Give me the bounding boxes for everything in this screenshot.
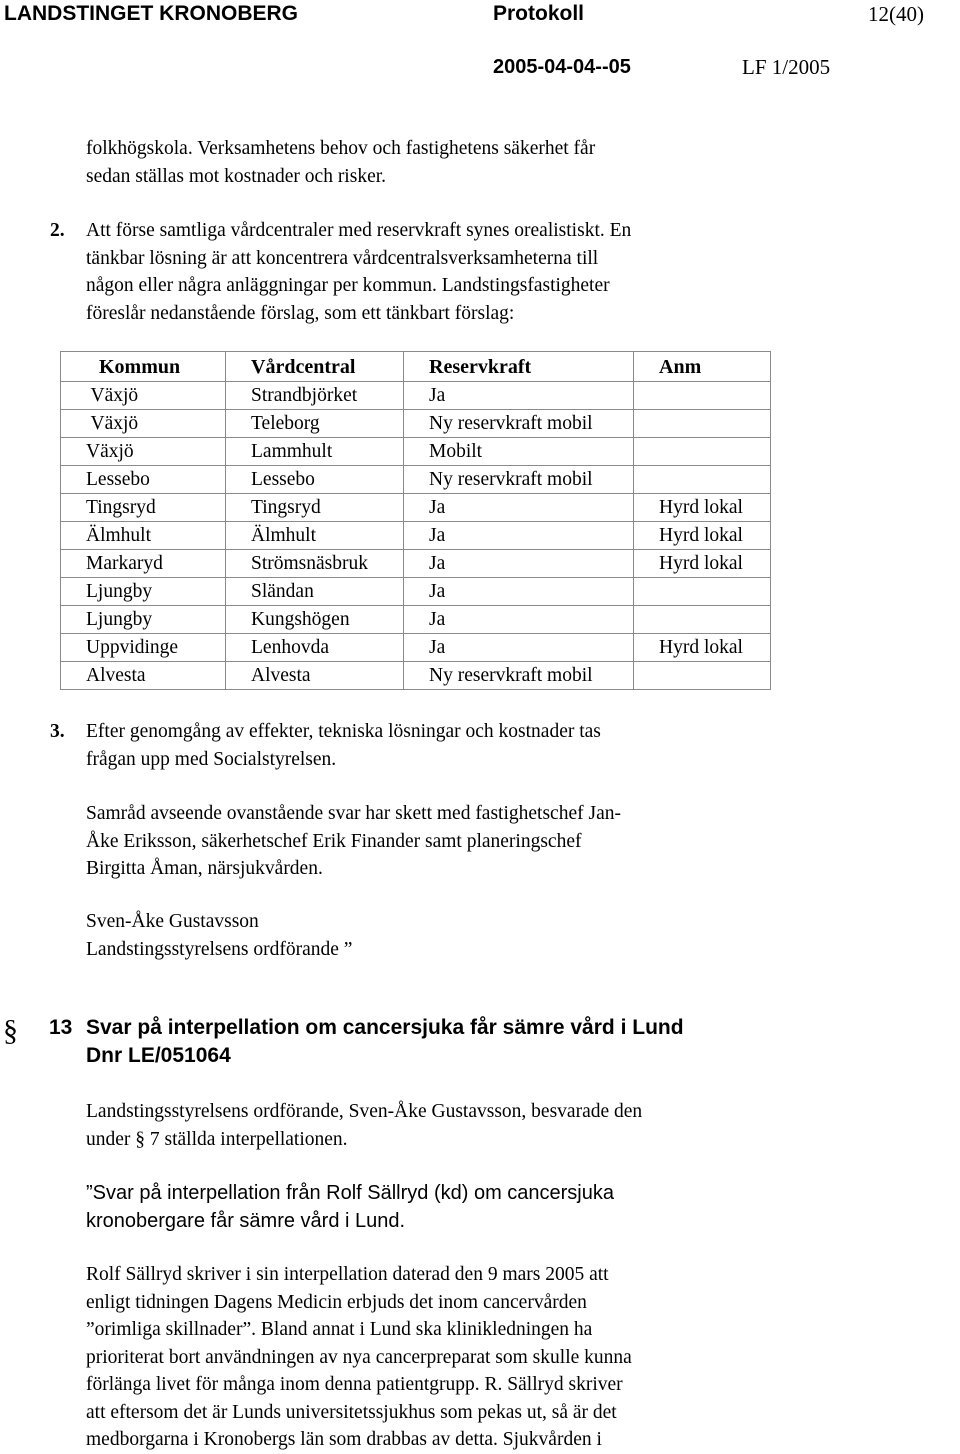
body-line: Rolf Sällryd skriver i sin interpellation daterad den 9 mars 2005 att xyxy=(86,1264,609,1285)
body-line: ”orimliga skillnader”. Bland annat i Lund ska klinikledningen ha xyxy=(86,1319,593,1340)
org-name: LANDSTINGET KRONOBERG xyxy=(4,2,298,25)
anm-cell xyxy=(634,578,771,606)
body-line: att eftersom det är Lunds universitetssjukhus som pekas ut, så är det xyxy=(86,1401,617,1423)
anm-cell xyxy=(634,438,771,466)
body-line: medborgarna i Kronobergs län som drabbas av detta. Sjukvården i xyxy=(86,1429,602,1450)
reserve-power-table xyxy=(60,351,771,690)
anm-cell: Hyrd lokal xyxy=(634,494,771,522)
kommun-cell: Markaryd xyxy=(61,550,226,578)
answer-line: Landstingsstyrelsens ordförande, Sven-Åke Gustavsson, besvarade den xyxy=(86,1101,643,1122)
table-row xyxy=(61,634,771,662)
table-row xyxy=(61,410,771,438)
item2-line: Att förse samtliga vårdcentraler med reservkraft synes orealistiskt. En xyxy=(86,220,632,241)
col-header-kommun: Kommun xyxy=(61,352,226,382)
vardcentral-cell: Lammhult xyxy=(226,438,404,466)
kommun-cell: Tingsryd xyxy=(61,494,226,522)
reservkraft-cell: Ja xyxy=(404,494,634,522)
table-row xyxy=(61,494,771,522)
item3-paragraph xyxy=(86,718,601,773)
section-title: Svar på interpellation om cancersjuka får sämre vård i Lund xyxy=(86,1016,684,1039)
anm-cell: Hyrd lokal xyxy=(634,550,771,578)
vardcentral-cell: Teleborg xyxy=(226,410,404,438)
body-line: enligt tidningen Dagens Medicin erbjuds det inom cancervården xyxy=(86,1291,587,1313)
reservkraft-cell: Ja xyxy=(404,550,634,578)
doc-type: Protokoll xyxy=(493,2,585,25)
item2-line: föreslår nedanstående förslag, som ett tänkbart förslag: xyxy=(86,302,515,324)
body-line: förlänga livet för många inom denna patientgrupp. R. Sällryd skriver xyxy=(86,1374,623,1395)
vardcentral-cell: Lessebo xyxy=(226,466,404,494)
reservkraft-cell: Ny reservkraft mobil xyxy=(404,466,634,494)
kommun-cell: Uppvidinge xyxy=(61,634,226,662)
doc-ref: LF 1/2005 xyxy=(742,55,831,79)
item2-line: någon eller några anläggningar per kommun. Landstingsfastigheter xyxy=(86,275,610,296)
item2-number: 2. xyxy=(50,220,65,241)
item2-line: tänkbar lösning är att koncentrera vårdcentralsverksamheterna till xyxy=(86,247,599,269)
anm-cell: Hyrd lokal xyxy=(634,522,771,550)
kommun-cell: Ljungby xyxy=(61,606,226,634)
section-number: 13 xyxy=(49,1016,73,1039)
reservkraft-cell: Ja xyxy=(404,634,634,662)
anm-cell xyxy=(634,466,771,494)
signature-title: Landstingsstyrelsens ordförande ” xyxy=(86,938,353,960)
vardcentral-cell: Strömsnäsbruk xyxy=(226,550,404,578)
kommun-cell: Växjö xyxy=(61,410,226,438)
page-number: 12(40) xyxy=(868,2,924,26)
answer-line: under § 7 ställda interpellationen. xyxy=(86,1128,348,1150)
section-dnr: Dnr LE/051064 xyxy=(86,1044,231,1067)
vardcentral-cell: Alvesta xyxy=(226,662,404,690)
table-row xyxy=(61,522,771,550)
reservkraft-cell: Ny reservkraft mobil xyxy=(404,662,634,690)
item3-line: frågan upp med Socialstyrelsen. xyxy=(86,748,337,770)
anm-cell xyxy=(634,606,771,634)
consult-line: Birgitta Åman, närsjukvården. xyxy=(86,858,323,879)
paragraph-sign: § xyxy=(3,1014,18,1047)
table-row xyxy=(61,662,771,690)
table-row xyxy=(61,578,771,606)
meeting-date: 2005-04-04--05 xyxy=(493,56,631,78)
answer-paragraph xyxy=(86,1098,642,1153)
vardcentral-cell: Sländan xyxy=(226,578,404,606)
vardcentral-cell: Strandbjörket xyxy=(226,382,404,410)
body-paragraph xyxy=(86,1261,632,1454)
quote-line: ”Svar på interpellation från Rolf Sällryd (kd) om cancersjuka xyxy=(86,1182,614,1204)
table-row xyxy=(61,382,771,410)
kommun-cell: Lessebo xyxy=(61,466,226,494)
vardcentral-cell: Tingsryd xyxy=(226,494,404,522)
kommun-cell: Växjö xyxy=(61,382,226,410)
reservkraft-cell: Ja xyxy=(404,578,634,606)
intro-paragraph xyxy=(86,135,595,190)
col-header-anm: Anm xyxy=(634,352,771,382)
reservkraft-cell: Ny reservkraft mobil xyxy=(404,410,634,438)
reservkraft-cell: Ja xyxy=(404,606,634,634)
consultation-paragraph xyxy=(86,800,621,883)
consult-line: Åke Eriksson, säkerhetschef Erik Finander samt planeringschef xyxy=(86,830,582,852)
col-header-vardcentral: Vårdcentral xyxy=(226,352,404,382)
anm-cell xyxy=(634,662,771,690)
reservkraft-cell: Mobilt xyxy=(404,438,634,466)
kommun-cell: Älmhult xyxy=(61,522,226,550)
item3-line: Efter genomgång av effekter, tekniska lösningar och kostnader tas xyxy=(86,721,601,742)
item2-paragraph xyxy=(86,217,631,327)
table-row xyxy=(61,606,771,634)
body-line: prioriterat bort användningen av nya cancerpreparat som skulle kunna xyxy=(86,1346,632,1368)
vardcentral-cell: Kungshögen xyxy=(226,606,404,634)
anm-cell xyxy=(634,410,771,438)
kommun-cell: Växjö xyxy=(61,438,226,466)
table-row xyxy=(61,466,771,494)
signature-block xyxy=(86,908,352,963)
kommun-cell: Alvesta xyxy=(61,662,226,690)
anm-cell: Hyrd lokal xyxy=(634,634,771,662)
intro-line: folkhögskola. Verksamhetens behov och fastighetens säkerhet får xyxy=(86,138,596,159)
reservkraft-cell: Ja xyxy=(404,382,634,410)
quote-line: kronobergare får sämre vård i Lund. xyxy=(86,1209,406,1232)
quote-heading xyxy=(86,1180,614,1235)
consult-line: Samråd avseende ovanstående svar har skett med fastighetschef Jan- xyxy=(86,803,621,824)
vardcentral-cell: Lenhovda xyxy=(226,634,404,662)
table-row xyxy=(61,550,771,578)
intro-line: sedan ställas mot kostnader och risker. xyxy=(86,165,387,187)
anm-cell xyxy=(634,382,771,410)
item3-number: 3. xyxy=(50,721,65,742)
signature-name: Sven-Åke Gustavsson xyxy=(86,911,259,932)
reservkraft-cell: Ja xyxy=(404,522,634,550)
table-row xyxy=(61,438,771,466)
kommun-cell: Ljungby xyxy=(61,578,226,606)
table-body xyxy=(61,382,771,690)
col-header-reservkraft: Reservkraft xyxy=(404,352,634,382)
table-header-row xyxy=(61,352,771,382)
vardcentral-cell: Älmhult xyxy=(226,522,404,550)
